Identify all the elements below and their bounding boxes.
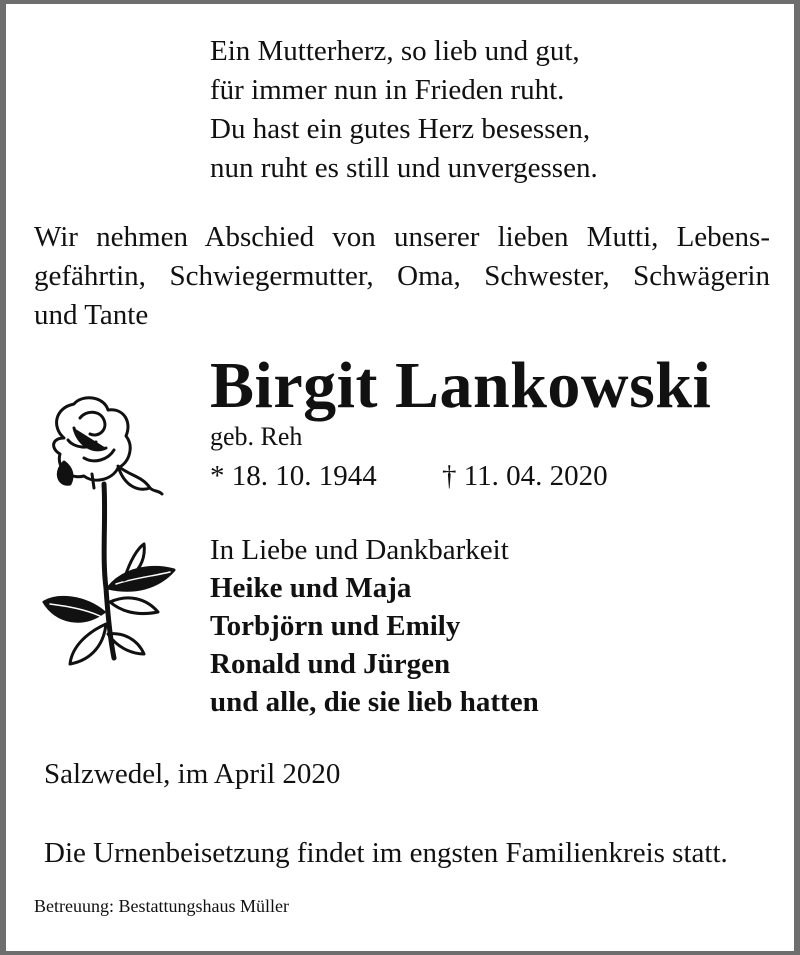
mourners: [210, 531, 539, 721]
funeral-note: Die Urnenbeisetzung findet im engsten Familienkreis statt.: [44, 837, 728, 869]
mourner-line: Heike und Maja: [210, 572, 412, 604]
life-dates: [210, 458, 608, 494]
obituary-card: [6, 4, 794, 951]
birth-name: geb. Reh: [210, 422, 303, 451]
birth-date: * 18. 10. 1944: [210, 460, 377, 492]
poem-line: Ein Mutterherz, so lieb und gut,: [210, 35, 580, 67]
deceased-name: Birgit Lankowski: [210, 349, 712, 422]
poem-line: für immer nun in Frieden ruht.: [210, 74, 565, 106]
poem-line: nun ruht es still und unvergessen.: [210, 152, 598, 184]
farewell-text: [34, 218, 770, 335]
poem-line: Du hast ein gutes Herz besessen,: [210, 113, 591, 145]
place-date: Salzwedel, im April 2020: [44, 758, 341, 790]
mourner-line: und alle, die sie lieb hatten: [210, 686, 539, 718]
farewell-line: und Tante: [34, 299, 149, 331]
farewell-line: gefährtin, Schwiegermutter, Oma, Schwester, Schwägerin: [34, 260, 770, 292]
mourners-intro: In Liebe und Dankbarkeit: [210, 534, 509, 566]
care-note: Betreuung: Bestattungshaus Müller: [34, 896, 289, 916]
death-date: † 11. 04. 2020: [442, 460, 608, 492]
poem: [210, 32, 598, 188]
mourner-line: Ronald und Jürgen: [210, 648, 451, 680]
farewell-line: Wir nehmen Abschied von unserer lieben Mutti, Lebens-: [34, 221, 770, 253]
rose-icon: [34, 388, 194, 678]
mourner-line: Torbjörn und Emily: [210, 610, 461, 642]
